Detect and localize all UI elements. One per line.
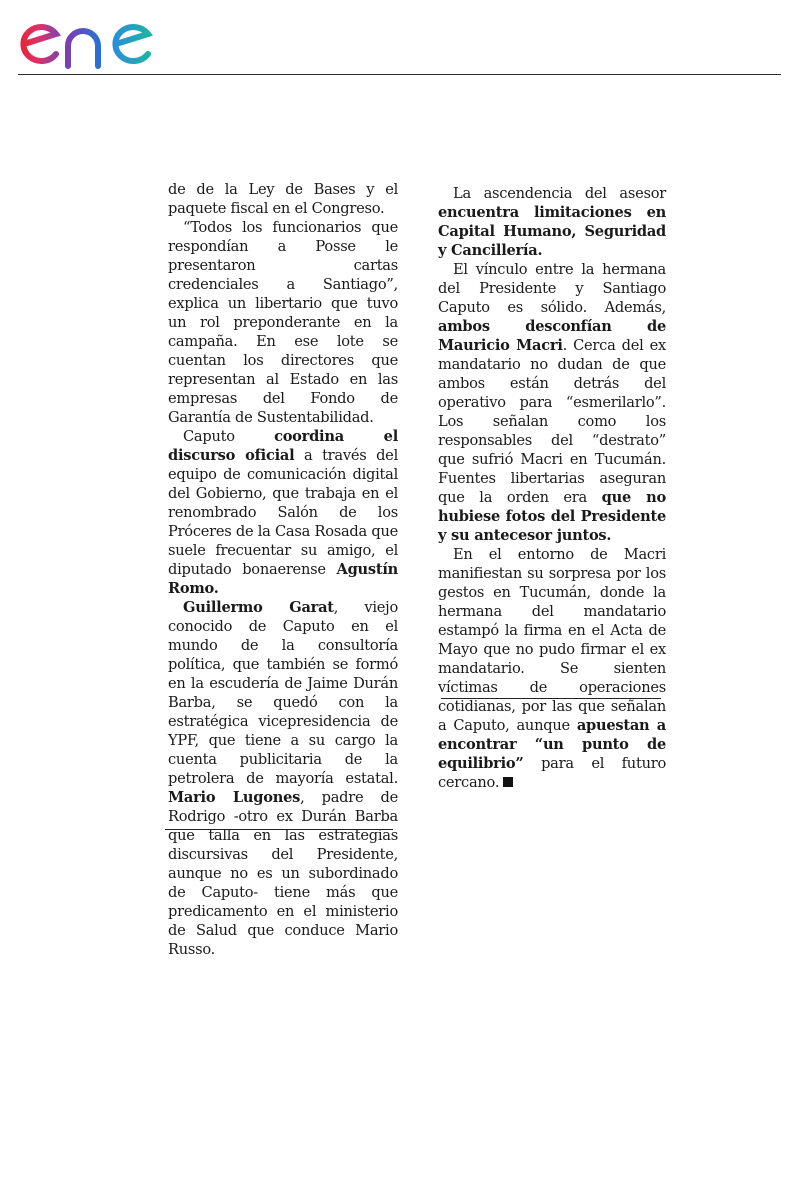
paragraph: Guillermo Garat, viejo conocido de Caputo en el mundo de la consultoría política, que también se formó en la escudería de Jaime Durán Barba, se quedó con la estratégica vicepresidencia de YPF, que tiene a su cargo la cuenta publicitaria de la petrolera de mayoría estatal. Mario Lugones, padre de Rodrigo -otro ex Durán Barba que talla en las estrategias discursivas del Presidente, aunque no es un subordinado de Caputo- tiene más que predicamento en el ministerio de Salud que conduce Mario Russo. (168, 599, 398, 958)
column-1-end-rule (165, 829, 393, 830)
enel-logo (16, 8, 181, 70)
paragraph: La ascendencia del asesor encuentra limitaciones en Capital Humano, Seguridad y Cancillería. (438, 185, 666, 259)
paragraph: Caputo coordina el discurso oficial a través del equipo de comunicación digital del Gobierno, que trabaja en el renombrado Salón de los Próceres de la Casa Rosada que suele frecuentar su amigo, el diputado bonaerense Agustín Romo. (168, 428, 398, 597)
column-2-end-rule (441, 698, 661, 699)
article-column-1 (168, 180, 398, 959)
header-divider (18, 74, 781, 75)
paragraph: “Todos los funcionarios que respondían a Posse le presentaron cartas credenciales a Santiago”, explica un libertario que tuvo un rol preponderante en la campaña. En ese lote se cuentan los directores que representan al Estado en las empresas del Fondo de Garantía de Sustentabilidad. (168, 219, 398, 426)
end-of-article-mark (503, 777, 513, 787)
article-column-2 (438, 184, 666, 792)
paragraph: de de la Ley de Bases y el paquete fiscal en el Congreso. (168, 181, 398, 217)
paragraph: El vínculo entre la hermana del Presidente y Santiago Caputo es sólido. Además, ambos desconfían de Mauricio Macri. Cerca del ex mandatario no dudan de que ambos están detrás del operativo para “esmerilarlo”. Los señalan como los responsables del “destrato” que sufrió Macri en Tucumán. Fuentes libertarias aseguran que la orden era que no hubiese fotos del Presidente y su antecesor juntos. (438, 261, 666, 544)
paragraph: En el entorno de Macri manifiestan su sorpresa por los gestos en Tucumán, donde la hermana del mandatario estampó la firma en el Acta de Mayo que no pudo firmar el ex mandatario. Se sienten víctimas de operaciones cotidianas, por las que señalan a Caputo, aunque apuestan a encontrar “un punto de equilibrio” para el futuro cercano. (438, 546, 666, 791)
